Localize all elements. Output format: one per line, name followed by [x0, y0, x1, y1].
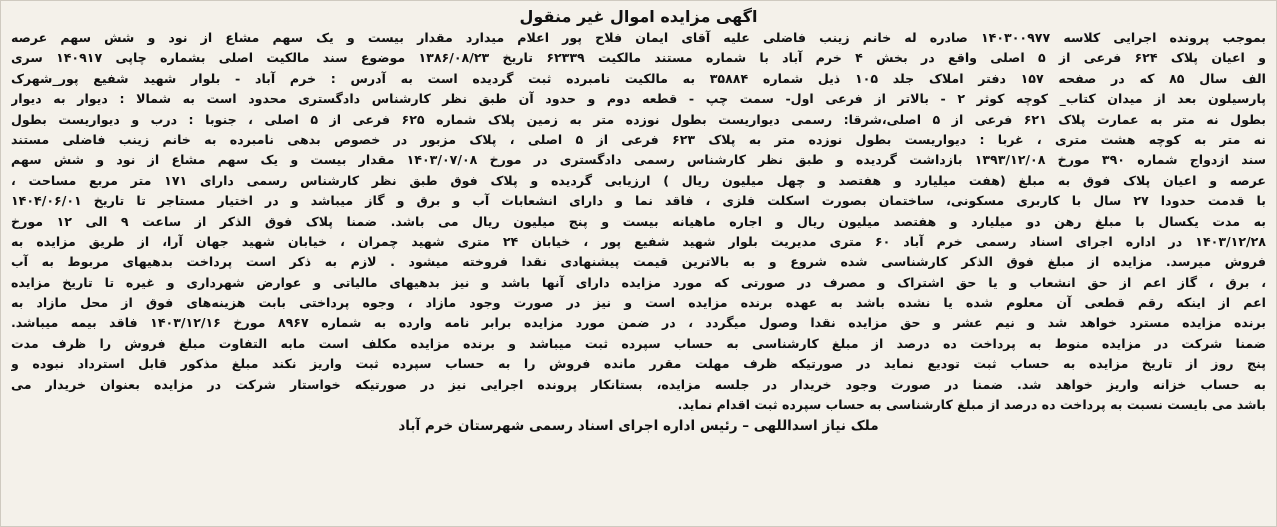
notice-line: سند ازدواج شماره ۳۹۰ مورخ ۱۳۹۳/۱۲/۰۸ بازداشت گردیده و طبق نظر کارشناس رسمی دادگستری در مورخ ۱۴۰۳/۰۷/۰۸ مقدار بیست و یک سهم مشاع از نود و شش سهم	[11, 152, 1266, 168]
notice-line: بموجب پرونده اجرایی کلاسه ۱۴۰۳۰۰۹۷۷ صادره له خانم زینب فاضلی علیه آقای ایمان فلاح پور اعلام میدارد مقدار بیست و یک سهم مشاع از نود و شش سهم عرصه	[11, 30, 1266, 45]
notice-line: پارسیلون بعد از میدان کتاب_ کوچه کوثر ۲ - بالاتر از فرعی اول- سمت چپ - قطعه دوم و حدود آن طبق نظر کارشناس دادگستری محدود است به شمالا : دیوار به دیوار	[11, 91, 1266, 107]
notice-line: الف سال ۸۵ که در صفحه ۱۵۷ دفتر املاک جلد ۱۰۵ ذیل شماره ۳۵۸۸۴ به مالکیت نامبرده ثبت گردیده است به آدرس : خرم آباد - بلوار شهید شفیع پور_شهرک	[11, 70, 1266, 86]
notice-title: اگهی مزایده اموال غیر منقول	[519, 7, 758, 26]
notice-line: برنده مزایده مسترد خواهد شد و نیم عشر و حق مزایده نقدا وصول میگردد ، در ضمن مورد مزایده برابر نامه وارده به شماره ۸۹۶۷ مورخ ۱۴۰۳/۱۲/۱۶ فاقد بیمه میباشد.	[11, 315, 1266, 331]
notice-line: عرصه و اعیان پلاک فوق به مبلغ (هفت میلیارد و هفتصد و چهل میلیون ریال ) ارزیابی گردیده و پلاک فوق طبق نظر کارشناس رسمی دارای ۱۷۱ متر مربع مساحت ،	[11, 172, 1266, 188]
notice-line: و اعیان پلاک ۶۲۴ فرعی از ۵ اصلی واقع در بخش ۴ خرم آباد با شماره مستند مالکیت ۶۲۳۳۹ تاریخ ۱۳۸۶/۰۸/۲۳ موضوع سند مالکیت اصلی بشماره چاپی ۱۴۰۹۱۷ سری	[11, 50, 1266, 66]
notice-line: ۱۴۰۳/۱۲/۲۸ در اداره اجرای اسناد رسمی خرم آباد ۶۰ متری مدیریت بلوار شهید شفیع پور ، خیابان ۲۴ متری شهید چمران ، خیابان شهید جهان آرا، از طریق مزایده به	[11, 233, 1266, 249]
notice-body	[11, 28, 1266, 415]
notice-line: اعم از اینکه رقم قطعی آن معلوم شده یا نشده باشد به عهده برنده مزایده است و نیز در صورت وجود مازاد ، وجوه پرداختی بابت هزینه‌های فوق از محل مازاد به	[11, 295, 1266, 311]
notice-line: ضمنا شرکت در مزایده منوط به پرداخت ده درصد از مبلغ کارشناسی به حساب سپرده ثبت میباشد و برنده مزایده مکلف است مابه التفاوت مبلغ فروش را ظرف مدت	[11, 335, 1266, 351]
notice-line: فروش میرسد. مزایده از مبلغ فوق الذکر کارشناسی شده شروع و به بالاترین قیمت پیشنهادی نقدا فروخته میشود . لازم به ذکر است پرداخت بدهیهای مربوط به آب	[11, 254, 1266, 270]
notice-line: به مدت یکسال با مبلغ رهن دو میلیارد و هفتصد میلیون ریال و اجاره ماهیانه بیست و پنج میلیون ریال می باشد. ضمنا پلاک فوق الذکر از ساعت ۹ الی ۱۲ مورخ	[11, 213, 1266, 229]
notice-line: به حساب خزانه واریز خواهد شد. ضمنا در صورت وجود خریدار در جلسه مزایده، بستانکار پرونده اجرایی نیز در صورتیکه خواستار شرکت در مزایده بعنوان خریدار می	[11, 376, 1266, 392]
notice-line: ، برق ، گاز اعم از حق انشعاب و یا حق اشتراک و مصرف در صورتی که مورد مزایده دارای آنها باشد و نیز بدهیهای مالیاتی و عوارض شهرداری و غیره تا تاریخ مزایده	[11, 274, 1266, 290]
notice-line: نه متر به کوچه هشت متری ، غربا : دیواریست بطول نوزده متر به پلاک ۶۲۳ فرعی از ۵ اصلی ، پلاک مزبور در خصوص بدهی نامبرده به خانم زینب فاضلی مستند	[11, 131, 1266, 147]
notice-line: پنج روز از تاریخ مزایده به حساب ثبت تودیع نماید در صورتیکه ظرف مهلت مقرر مانده فروش را به حساب سپرده ثبت واریز نکند مبلغ مذکور قابل استرداد نبوده و	[11, 356, 1266, 372]
notice-signature: ملک نیاز اسداللهی – رئیس اداره اجرای اسناد رسمی شهرستان خرم آباد	[398, 418, 879, 435]
notice-line: بطول نه متر به عمارت پلاک ۶۲۱ فرعی از ۵ اصلی،شرقا: رسمی دیواریست بطول نوزده متر به زمین پلاک شماره ۶۲۵ فرعی از ۵ اصلی ، جنوبا : درب و دیواریست بطول	[11, 111, 1266, 127]
notice-line: باشد می بایست نسبت به پرداخت ده درصد از مبلغ کارشناسی به حساب سپرده ثبت اقدام نماید.	[677, 397, 1266, 413]
notice-line: با قدمت حدودا ۲۷ سال با کاربری مسکونی، ساختمان بصورت اسکلت فلزی ، فاقد نما و دارای انشعابات آب و برق و گاز میباشد و در اختیار مستاجر تا تاریخ ۱۴۰۴/۰۶/۰۱	[11, 193, 1266, 209]
